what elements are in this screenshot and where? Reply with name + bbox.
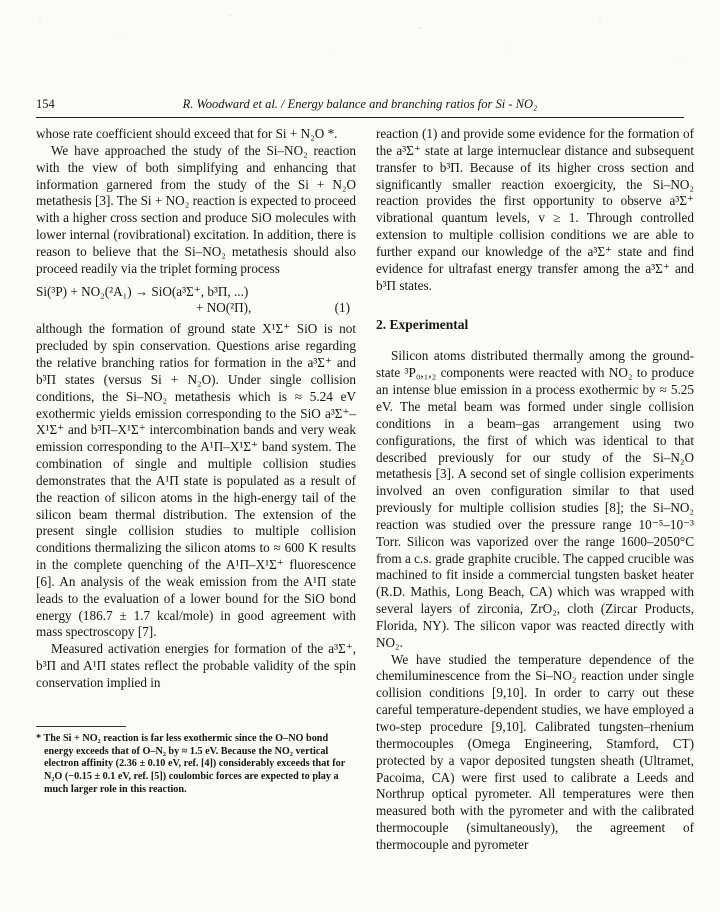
page-number: 154: [36, 97, 55, 111]
paragraph: reaction (1) and provide some evidence for the formation of the a³Σ⁺ state at large internuclear distance and subsequent transfer to b³Π. Because of its higher cross section and significantly smaller reaction exoergicity, the Si–NO₂ reaction provides the first opportunity to observe a³Σ⁺ vibrational quantum levels, v ≥ 1. Through controlled extension to multiple collision conditions we are able to further expand our knowledge of the a³Σ⁺ state and find evidence for ultrafast energy transfer among the a³Σ⁺ and b³Π states.: [376, 126, 694, 293]
spacer: [36, 692, 356, 726]
paragraph: Measured activation energies for formation of the a³Σ⁺, b³Π and A¹Π states reflect the probable validity of the spin conservation implied in: [36, 641, 356, 690]
equation-line: Si(³P) + NO₂(²A₁) → SiO(a³Σ⁺, b³Π, ...): [36, 283, 249, 299]
right-column: [376, 126, 694, 854]
spacer: [376, 294, 694, 317]
running-head: [28, 97, 692, 113]
paragraph: Silicon atoms distributed thermally among the ground-state ³P₀,₁,₂ components were reacted with NO₂ to produce an intense blue emission in a process exothermic by ≈ 5.25 eV. The metal beam was formed under single collision conditions in a beam–gas arrangement using two configurations, the first of which was identical to that described previously for our study of the Si–N₂O metathesis [3]. A second set of single collision experiments involved an oven configuration similar to that used previously for multiple collision studies [8]; the Si–NO₂ reaction was studied over the pressure range 10⁻⁵–10⁻³ Torr. Silicon was vaporized over the range 1600–2050°C from a c.s. grade graphite crucible. The capped crucible was machined to fit inside a commercial tungsten basket heater (R.D. Mathis, Long Beach, CA) which was wrapped with several layers of zirconia, ZrO₂, cloth (Zircar Products, Florida, NY). The silicon vapor was reacted directly with NO₂.: [376, 348, 694, 650]
left-column: [36, 126, 356, 796]
equation-1: [36, 284, 356, 318]
header-rule: [36, 117, 684, 118]
footnote: * The Si + NO₂ reaction is far less exothermic since the O–NO bond energy exceeds that of O–N₂ by ≈ 1.5 eV. Because the NO₂ vertical electron affinity (2.36 ± 0.10 eV, ref. [4]) considerably exceeds that for N₂O (−0.15 ± 0.1 eV, ref. [5]) coulombic forces are expected to play a much larger role in this reaction.: [36, 732, 346, 795]
section-heading: 2. Experimental: [376, 317, 469, 333]
paragraph: whose rate coefficient should exceed that for Si + N₂O *.: [36, 126, 338, 141]
scan-noise: [0, 0, 720, 80]
equation-line: [36, 300, 356, 317]
equation-number: (1): [334, 300, 350, 316]
running-title: R. Woodward et al. / Energy balance and branching ratios for Si - NO₂: [182, 97, 538, 111]
equation-continuation: + NO(²Π),: [196, 300, 252, 316]
footnote-rule: [36, 726, 126, 727]
paragraph: although the formation of ground state X¹Σ⁺ SiO is not precluded by spin conservation. Questions arise regarding the relative branching ratios for formation in the a³Σ⁺ and b³Π states (versus Si + N₂O). Under single collision conditions, the Si–NO₂ metathesis which is ≈ 5.24 eV exothermic yields emission corresponding to the SiO a³Σ⁺–X¹Σ⁺ and b³Π–X¹Σ⁺ intercombination bands and very weak emission corresponding to the A¹Π–X¹Σ⁺ band system. The combination of single and multiple collision studies demonstrates that the A¹Π state is populated as a result of the reaction of silicon atoms in the high-energy tail of the silicon beam thermal distribution. The extension of the present single collision studies to multiple collision conditions thermalizing the silicon atoms to ≈ 600 K results in the complete quenching of the A¹Π–X¹Σ⁺ fluorescence [6]. An analysis of the weak emission from the A¹Π state leads to the evaluation of a lower bound for the SiO bond energy (186.7 ± 1.7 kcal/mole) in good agreement with mass spectroscopy [7].: [36, 321, 356, 640]
paragraph: We have approached the study of the Si–NO₂ reaction with the view of both simplifying and enhancing that information garnered from the study of the Si + N₂O metathesis [3]. The Si + NO₂ reaction is expected to proceed with a higher cross section and produce SiO molecules with lower internal (rovibrational) excitation. In addition, there is reason to believe that the Si–NO₂ metathesis should also proceed readily via the triplet forming process: [36, 142, 356, 276]
paragraph: We have studied the temperature dependence of the chemiluminescence from the Si–NO₂ reaction under single collision conditions [9,10]. In order to carry out these careful temperature-dependent studies, we have employed a two-step procedure [9,10]. Calibrated tungsten–rhenium thermocouples (Omega Engineering, Stamford, CT) protected by a vapor deposited tungsten sheath (Ultramet, Pacoima, CA) were first used to calibrate a Leeds and Northrup optical pyrometer. All temperatures were then measured both with the pyrometer and with the calibrated thermocouple (simultaneously), the agreement of thermocouple and pyrometer: [376, 651, 694, 852]
spacer: [376, 333, 694, 348]
